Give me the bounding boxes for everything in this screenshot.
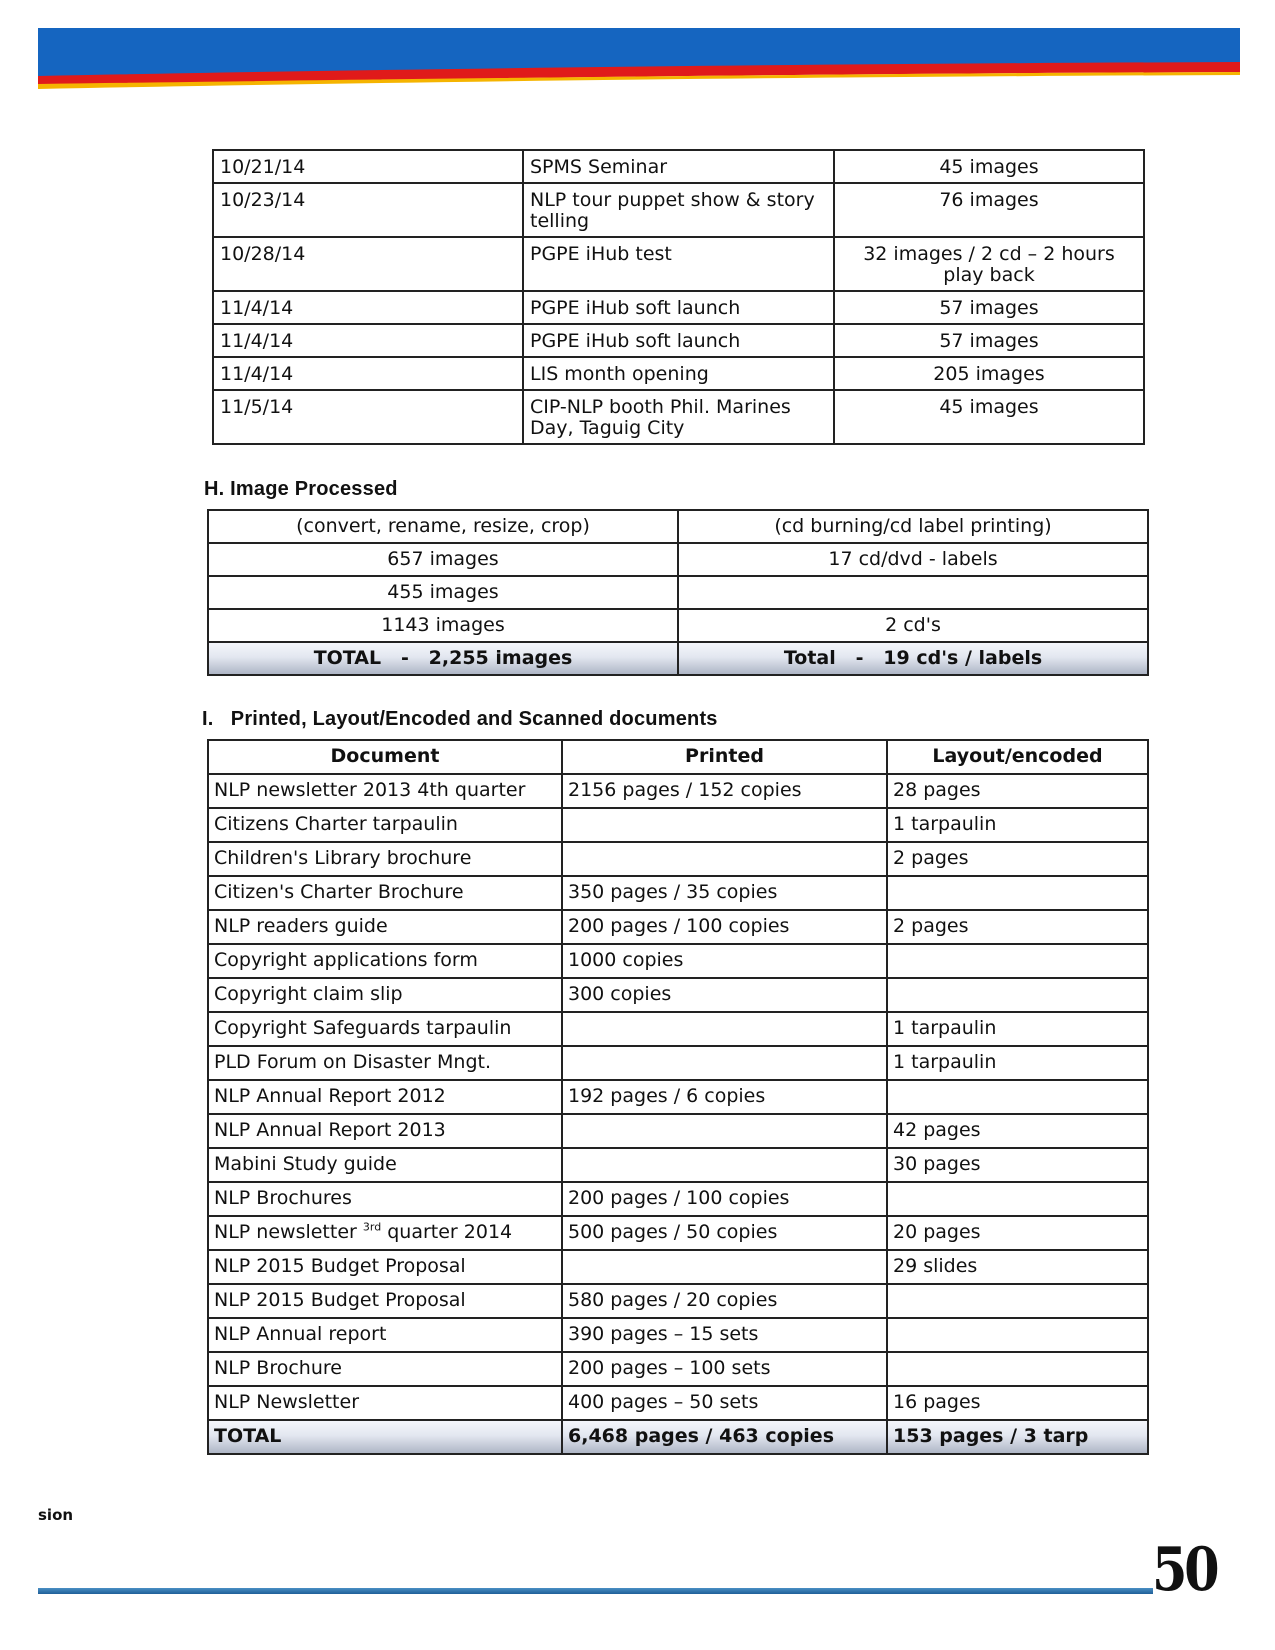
cell-doc: NLP Newsletter	[208, 1386, 562, 1420]
cell-layout: 20 pages	[887, 1216, 1148, 1250]
cell-layout: 2 pages	[887, 842, 1148, 876]
cell-printed: 200 pages – 100 sets	[562, 1352, 887, 1386]
total-row	[208, 1420, 1148, 1454]
table-row	[208, 576, 1148, 609]
cell-printed	[562, 1046, 887, 1080]
cell-doc-suffix: quarter 2014	[381, 1221, 513, 1243]
cell-layout	[887, 944, 1148, 978]
cell-event: PGPE iHub soft launch	[523, 324, 834, 357]
cell-event: LIS month opening	[523, 357, 834, 390]
table-row	[208, 1284, 1148, 1318]
table-header-row	[208, 510, 1148, 543]
cell-event: CIP-NLP booth Phil. Marines Day, Taguig City	[523, 390, 834, 444]
cell-printed	[562, 1012, 887, 1046]
table-row	[208, 808, 1148, 842]
cell-doc: Copyright Safeguards tarpaulin	[208, 1012, 562, 1046]
cell-printed	[562, 808, 887, 842]
cell-layout: 30 pages	[887, 1148, 1148, 1182]
table-row	[208, 1046, 1148, 1080]
cell-layout	[887, 1080, 1148, 1114]
cell-layout	[887, 1284, 1148, 1318]
table-cell: 657 images	[208, 543, 678, 576]
table-row	[208, 1182, 1148, 1216]
cell-doc: Children's Library brochure	[208, 842, 562, 876]
page-number: 50	[1152, 1535, 1217, 1605]
cell-event: PGPE iHub soft launch	[523, 291, 834, 324]
table-row	[208, 543, 1148, 576]
cell-date: 11/5/14	[213, 390, 523, 444]
cell-event: NLP tour puppet show & story telling	[523, 183, 834, 237]
image-processed-table	[207, 509, 1149, 676]
table-row	[213, 291, 1144, 324]
cell-doc: Citizen's Charter Brochure	[208, 876, 562, 910]
cell-output: 57 images	[834, 291, 1144, 324]
cell-layout	[887, 978, 1148, 1012]
cell-date: 11/4/14	[213, 357, 523, 390]
cell-doc: NLP readers guide	[208, 910, 562, 944]
cell-output: 45 images	[834, 150, 1144, 183]
section-h-heading: H. Image Processed	[204, 478, 398, 500]
table-row	[208, 842, 1148, 876]
cell-layout: 1 tarpaulin	[887, 1012, 1148, 1046]
cell-printed: 390 pages – 15 sets	[562, 1318, 887, 1352]
cell-printed: 192 pages / 6 copies	[562, 1080, 887, 1114]
cell-layout	[887, 1318, 1148, 1352]
cell-output: 32 images / 2 cd – 2 hours play back	[834, 237, 1144, 291]
footer-rule	[38, 1588, 1153, 1594]
cell-layout: 2 pages	[887, 910, 1148, 944]
table-row	[213, 357, 1144, 390]
cell-layout: 42 pages	[887, 1114, 1148, 1148]
cell-date: 11/4/14	[213, 324, 523, 357]
total-doc: TOTAL	[208, 1420, 562, 1454]
table-row	[208, 774, 1148, 808]
cell-layout: 29 slides	[887, 1250, 1148, 1284]
cell-printed: 200 pages / 100 copies	[562, 1182, 887, 1216]
cell-doc: NLP Annual Report 2012	[208, 1080, 562, 1114]
cell-doc: Mabini Study guide	[208, 1148, 562, 1182]
cell-printed: 350 pages / 35 copies	[562, 876, 887, 910]
cell-doc: NLP Brochure	[208, 1352, 562, 1386]
cell-event: SPMS Seminar	[523, 150, 834, 183]
table-row	[213, 150, 1144, 183]
cell-doc: NLP newsletter 2013 4th quarter	[208, 774, 562, 808]
cell-doc: NLP 2015 Budget Proposal	[208, 1284, 562, 1318]
table-row	[208, 1386, 1148, 1420]
cell-doc: NLP Annual report	[208, 1318, 562, 1352]
photo-documentation-table	[212, 149, 1145, 445]
table-cell: 2 cd's	[678, 609, 1148, 642]
total-row	[208, 642, 1148, 675]
cell-date: 10/23/14	[213, 183, 523, 237]
total-cds: Total - 19 cd's / labels	[678, 642, 1148, 675]
cell-date: 10/28/14	[213, 237, 523, 291]
table-row	[213, 183, 1144, 237]
table-cell	[678, 576, 1148, 609]
table-row	[213, 390, 1144, 444]
cell-layout: 1 tarpaulin	[887, 808, 1148, 842]
cell-doc	[208, 1216, 562, 1250]
cell-output: 45 images	[834, 390, 1144, 444]
col1-header: (convert, rename, resize, crop)	[208, 510, 678, 543]
cell-doc: Citizens Charter tarpaulin	[208, 808, 562, 842]
total-printed: 6,468 pages / 463 copies	[562, 1420, 887, 1454]
cell-layout: 16 pages	[887, 1386, 1148, 1420]
cell-printed	[562, 1114, 887, 1148]
col2-header: (cd burning/cd label printing)	[678, 510, 1148, 543]
cell-printed: 500 pages / 50 copies	[562, 1216, 887, 1250]
cell-printed	[562, 842, 887, 876]
table-row	[208, 910, 1148, 944]
cell-doc: NLP 2015 Budget Proposal	[208, 1250, 562, 1284]
cell-doc: NLP Brochures	[208, 1182, 562, 1216]
table-row	[208, 1250, 1148, 1284]
table-row	[208, 1216, 1148, 1250]
table-row	[208, 609, 1148, 642]
cell-output: 57 images	[834, 324, 1144, 357]
header-document: Document	[208, 740, 562, 774]
cell-doc: Copyright claim slip	[208, 978, 562, 1012]
cell-printed	[562, 1250, 887, 1284]
cell-printed: 1000 copies	[562, 944, 887, 978]
table-row	[208, 1352, 1148, 1386]
total-layout: 153 pages / 3 tarp	[887, 1420, 1148, 1454]
cell-printed	[562, 1148, 887, 1182]
table-row	[208, 1148, 1148, 1182]
cell-output: 205 images	[834, 357, 1144, 390]
cell-doc: PLD Forum on Disaster Mngt.	[208, 1046, 562, 1080]
cell-printed: 2156 pages / 152 copies	[562, 774, 887, 808]
printed-documents-table	[207, 739, 1149, 1455]
table-row	[213, 237, 1144, 291]
section-i-heading: I. Printed, Layout/Encoded and Scanned documents	[202, 708, 718, 730]
cell-layout	[887, 1182, 1148, 1216]
cell-date: 10/21/14	[213, 150, 523, 183]
table-row	[208, 1114, 1148, 1148]
ordinal-superscript: 3rd	[362, 1220, 382, 1234]
cell-event: PGPE iHub test	[523, 237, 834, 291]
cell-layout: 1 tarpaulin	[887, 1046, 1148, 1080]
cell-date: 11/4/14	[213, 291, 523, 324]
cell-output: 76 images	[834, 183, 1144, 237]
table-row	[208, 876, 1148, 910]
total-images: TOTAL - 2,255 images	[208, 642, 678, 675]
cell-layout: 28 pages	[887, 774, 1148, 808]
header-layout: Layout/encoded	[887, 740, 1148, 774]
table-row	[213, 324, 1144, 357]
table-cell: 17 cd/dvd - labels	[678, 543, 1148, 576]
cell-doc: NLP Annual Report 2013	[208, 1114, 562, 1148]
cell-printed: 580 pages / 20 copies	[562, 1284, 887, 1318]
table-cell: 1143 images	[208, 609, 678, 642]
table-row	[208, 1318, 1148, 1352]
cell-layout	[887, 1352, 1148, 1386]
header-banner	[38, 28, 1240, 92]
header-printed: Printed	[562, 740, 887, 774]
table-header-row	[208, 740, 1148, 774]
cell-doc-text: NLP newsletter	[214, 1221, 363, 1243]
table-row	[208, 1080, 1148, 1114]
footer-text: sion	[38, 1506, 74, 1524]
table-cell: 455 images	[208, 576, 678, 609]
cell-printed: 400 pages – 50 sets	[562, 1386, 887, 1420]
table-row	[208, 978, 1148, 1012]
cell-printed: 200 pages / 100 copies	[562, 910, 887, 944]
cell-printed: 300 copies	[562, 978, 887, 1012]
cell-doc: Copyright applications form	[208, 944, 562, 978]
table-row	[208, 944, 1148, 978]
cell-layout	[887, 876, 1148, 910]
table-row	[208, 1012, 1148, 1046]
